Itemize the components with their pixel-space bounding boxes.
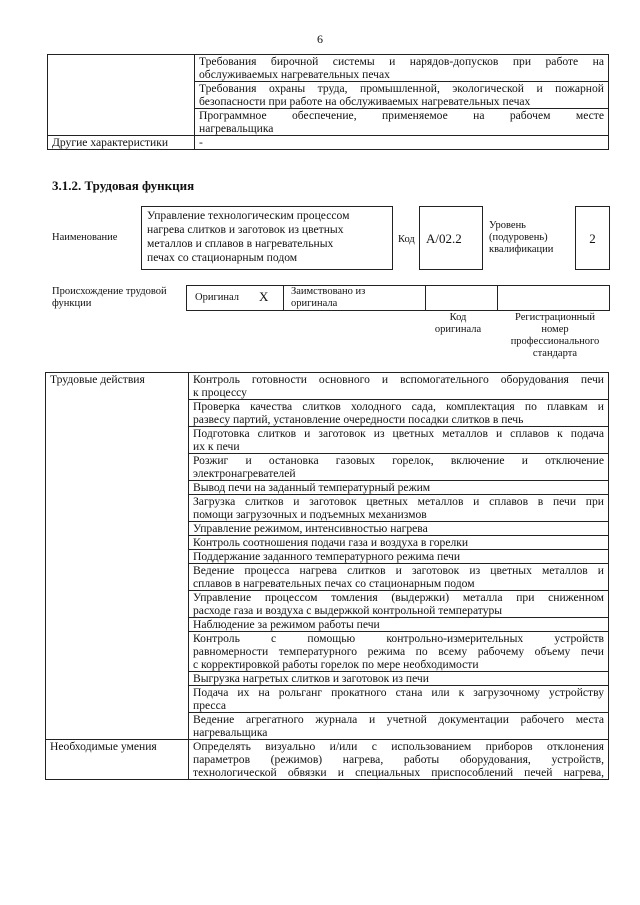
section-label: Трудовые действия bbox=[46, 373, 189, 740]
divider bbox=[497, 286, 498, 310]
cell-line: к процессу bbox=[193, 386, 247, 399]
level-label bbox=[489, 220, 553, 256]
cell-line: Выгрузка нагретых слитков и заготовок из печи bbox=[189, 672, 609, 686]
cell-line: Управление процессом томления (выдержки) металла при сниженном bbox=[193, 591, 604, 604]
registration-caption bbox=[500, 312, 610, 360]
section-label: Необходимые умения bbox=[46, 740, 189, 780]
cell-line: помощи загрузочных и подъемных механизмов bbox=[193, 508, 427, 521]
divider bbox=[283, 286, 284, 310]
level-label-line: квалификации bbox=[489, 244, 554, 255]
cell-line: Наблюдение за режимом работы печи bbox=[189, 618, 609, 632]
cell-line: Подача их на рольганг прокатного стана или к загрузочному устройству bbox=[193, 686, 604, 699]
cell-line: Загрузка слитков и заготовок цветных металлов и сплавов в печи при bbox=[193, 495, 604, 508]
cell-line: Требования охраны труда, промышленной, экологической и пожарной bbox=[199, 82, 604, 95]
name-label: Наименование bbox=[52, 232, 118, 243]
table-row bbox=[48, 136, 609, 150]
cell-line: Контроль готовности основного и вспомогательного оборудования печи bbox=[193, 373, 604, 386]
cell-line: Ведение агрегатного журнала и учетной документации рабочего места bbox=[193, 713, 604, 726]
page-number: 6 bbox=[317, 32, 323, 46]
cell-line: Управление режимом, интенсивностью нагрева bbox=[189, 522, 609, 536]
origin-label bbox=[52, 286, 167, 310]
cell-line: параметров (режимов) нагрева, работы оборудования, устройств, bbox=[193, 753, 604, 766]
labor-function-table bbox=[45, 372, 609, 780]
table-row bbox=[48, 55, 609, 82]
borrowed-label-line: оригинала bbox=[291, 298, 338, 309]
cell-line: развесу партий, установление очередности посадки слитков в печь bbox=[193, 413, 524, 426]
cell-line: Ведение процесса нагрева слитков и заготовок из цветных металлов и bbox=[193, 564, 604, 577]
cell-line: Требования бирочной системы и нарядов-допусков при работе на bbox=[199, 55, 604, 68]
divider bbox=[425, 286, 426, 310]
cell-line: электронагревателей bbox=[193, 467, 296, 480]
function-name-line: печах со стационарным подом bbox=[147, 251, 298, 264]
cell-line: Вывод печи на заданный температурный режим bbox=[189, 481, 609, 495]
cell-line: Программное обеспечение, применяемое на рабочем месте bbox=[199, 109, 604, 122]
section-title: 3.1.2. Трудовая функция bbox=[52, 178, 195, 193]
code-value: A/02.2 bbox=[426, 231, 462, 246]
table-row bbox=[46, 740, 609, 780]
borrowed-label-line: Заимствовано из bbox=[291, 286, 366, 297]
requirements-table-continued bbox=[47, 54, 609, 150]
level-label-line: (подуровень) bbox=[489, 232, 548, 243]
cell-line: расходе газа и воздуха с выдержкой контрольной температуры bbox=[193, 604, 503, 617]
table-row bbox=[46, 373, 609, 400]
original-mark: X bbox=[259, 289, 269, 304]
cell-line: обслуживаемых нагревательных печах bbox=[199, 68, 390, 81]
cell-line: безопасности при работе на обслуживаемых нагревательных печах bbox=[199, 95, 531, 108]
registration-caption-line: Регистрационный bbox=[515, 312, 595, 323]
code-box bbox=[419, 206, 483, 270]
registration-caption-line: стандарта bbox=[532, 348, 578, 359]
cell-line: их к печи bbox=[193, 440, 240, 453]
code-caption-line: Код bbox=[449, 312, 467, 323]
cell-line: технологической обвязки и специальных приспособлений печей нагрева, bbox=[193, 766, 604, 779]
cell-line: с корректировкой работы горелок по мере необходимости bbox=[193, 658, 479, 671]
origin-box bbox=[186, 285, 610, 311]
cell-line: Поддержание заданного температурного режима печи bbox=[189, 550, 609, 564]
cell-line: Контроль соотношения подачи газа и воздуха в горелки bbox=[189, 536, 609, 550]
code-caption bbox=[426, 312, 490, 336]
level-value: 2 bbox=[589, 231, 596, 246]
borrowed-label bbox=[291, 286, 365, 310]
origin-label-line: функции bbox=[52, 298, 92, 309]
cell-line: Определять визуально и/или с использованием приборов отклонения bbox=[193, 740, 604, 753]
row-label: Другие характеристики bbox=[48, 136, 195, 150]
origin-label-line: Происхождение трудовой bbox=[52, 286, 167, 297]
original-label: Оригинал bbox=[195, 292, 239, 303]
function-name-line: нагрева слитков и заготовок из цветных bbox=[147, 223, 344, 236]
cell-line: нагревальщика bbox=[199, 122, 274, 135]
function-name-line: Управление технологическим процессом bbox=[147, 209, 350, 222]
cell-line: Розжиг и остановка газовых горелок, включение и отключение bbox=[193, 454, 604, 467]
function-name-box bbox=[141, 206, 393, 270]
cell-line: Контроль с помощью контрольно-измерительных устройств bbox=[193, 632, 604, 645]
code-label: Код bbox=[398, 234, 415, 245]
function-name-line: металлов и сплавов в нагревательных bbox=[147, 237, 334, 250]
cell-line: сплавов в нагревательных печах со стационарным подом bbox=[193, 577, 475, 590]
cell-line: Проверка качества слитков холодного сада, комплектация по плавкам и bbox=[193, 400, 604, 413]
cell-line: пресса bbox=[193, 699, 227, 712]
level-label-line: Уровень bbox=[489, 220, 526, 231]
registration-caption-line: номер bbox=[541, 324, 569, 335]
cell-line: - bbox=[195, 136, 609, 150]
cell-line: нагревальщика bbox=[193, 726, 268, 739]
registration-caption-line: профессионального bbox=[510, 336, 600, 347]
cell-line: равномерности температурного режима по всему рабочему объему печи bbox=[193, 645, 604, 658]
code-caption-line: оригинала bbox=[434, 324, 482, 335]
cell-line: Подготовка слитков и заготовок из цветных металлов и сплавов к подача bbox=[193, 427, 604, 440]
level-box bbox=[575, 206, 610, 270]
empty-label-cell bbox=[48, 55, 195, 136]
